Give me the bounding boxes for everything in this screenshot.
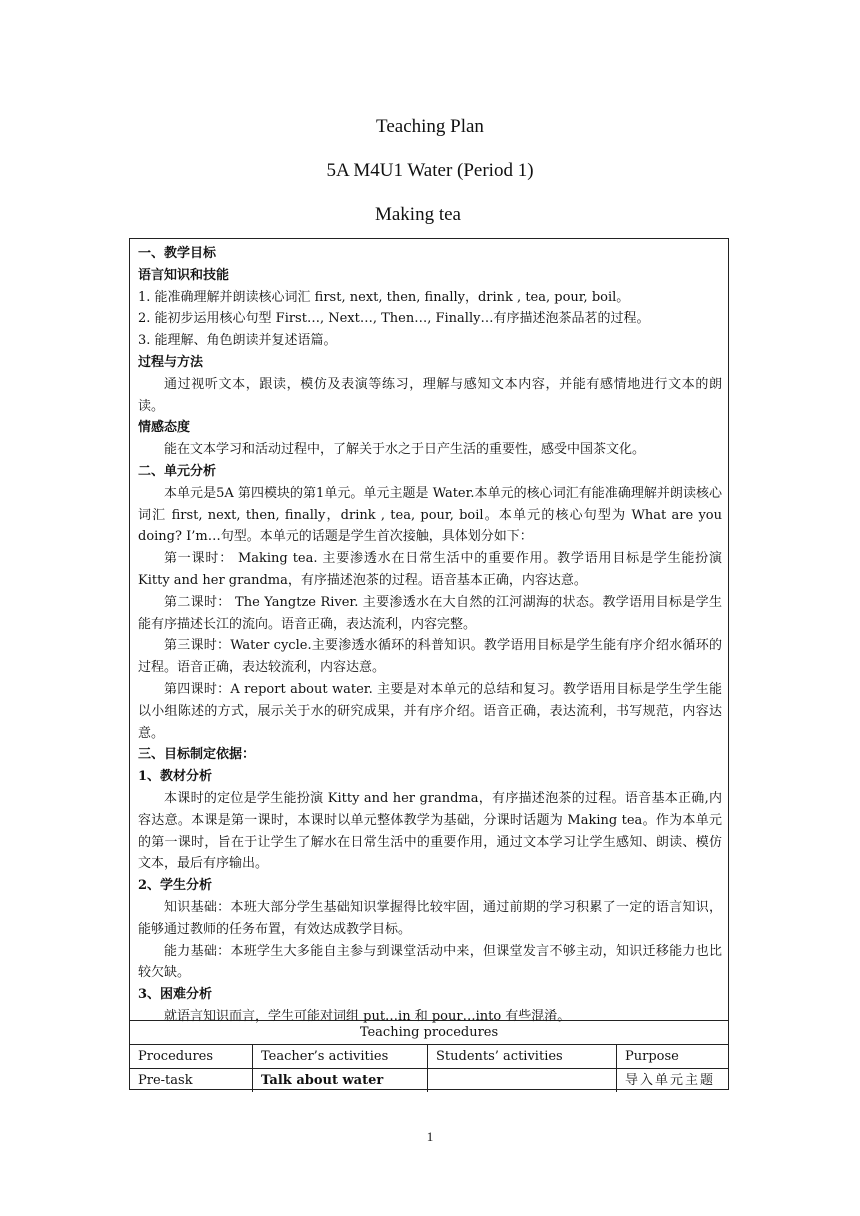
procedures-row [130,1068,728,1092]
paragraph: 第二课时： The Yangtze River. 主要渗透水在大自然的江河湖海的状态。教学语用目标是学生能有序描述长江的流向。语音正确，表达流利，内容完整。 [138,594,722,632]
paragraph: 第一课时： Making tea. 主要渗透水在日常生活中的重要作用。教学语用目标是学生能扮演 Kitty and her grandma，有序描述泡茶的过程。语音基本正确，内容达意。 [138,551,722,588]
section-heading: 过程与方法 [138,354,204,370]
header-purpose: Purpose [625,1049,679,1064]
section-heading: 情感态度 [138,420,191,436]
procedures-header-row [130,1044,728,1068]
paragraph: 能力基础：本班学生大多能自主参与到课堂活动中来，但课堂发言不够主动，知识迁移能力也比较欠缺。 [138,943,722,981]
plan-content [138,243,722,1028]
procedures-table [130,1020,728,1092]
topic-title: Making tea [374,204,461,225]
section-heading: 1、教材分析 [138,769,213,785]
page-number: 1 [426,1129,434,1144]
cell-procedure: Pre-task [130,1069,253,1092]
section-heading: 二、单元分析 [138,463,217,479]
cell-teacher-activity: Talk about water [253,1069,428,1092]
paragraph: 2. 能初步运用核心句型 First…, Next…, Then…, Finally…有序描述泡茶品茗的过程。 [138,311,650,327]
paragraph: 知识基础：本班大部分学生基础知识掌握得比较牢固，通过前期的学习积累了一定的语言知识，能够通过教师的任务布置，有效达成教学目标。 [138,899,722,937]
procedures-title: Teaching procedures [130,1020,728,1044]
paragraph: 第三课时：Water cycle.主要渗透水循环的科普知识。教学语用目标是学生能有序介绍水循环的过程。语音正确，表达较流利，内容达意。 [138,638,722,676]
header-students-activities: Students’ activities [428,1045,617,1068]
section-heading: 语言知识和技能 [138,267,230,283]
paragraph: 3. 能理解、角色朗读并复述语篇。 [138,333,337,349]
paragraph: 能在文本学习和活动过程中，了解关于水之于日产生活的重要性，感受中国茶文化。 [164,442,646,458]
header-teacher-activities: Teacher’s activities [253,1045,428,1068]
plan-table [129,238,729,1090]
section-heading: 3、困难分析 [138,987,213,1003]
lesson-title: 5A M4U1 Water (Period 1) [326,160,534,181]
paragraph: 本单元是5A 第四模块的第1单元。单元主题是 Water.本单元的核心词汇有能准确理解并朗读核心词汇 first, next, then, finally，drink , tea, pour, boil。本单元的核心句型为 What are you doing? I’m…句型。本单元的话题是学生首次接触，具体划分如下： [138,485,722,545]
cell-students-activity [428,1069,617,1092]
paragraph: 通过视听文本，跟读，模仿及表演等练习，理解与感知文本内容，并能有感情地进行文本的朗读。 [138,376,722,414]
section-heading: 2、学生分析 [138,878,213,894]
document-title: Teaching Plan [376,116,484,137]
paragraph: 第四课时：A report about water. 主要是对本单元的总结和复习。教学语用目标是学生学生能以小组陈述的方式，展示关于水的研究成果，并有序介绍。语音正确，表达流利，书写规范，内容达意。 [138,681,722,741]
paragraph: 就语言知识而言，学生可能对词组 put…in 和 pour…into 有些混淆。 [164,1008,571,1024]
paragraph: 本课时的定位是学生能扮演 Kitty and her grandma，有序描述泡茶的过程。语音基本正确,内容达意。本课是第一课时，本课时以单元整体教学为基础，分课时话题为 Making tea。作为本单元的第一课时，旨在于让学生了解水在日常生活中的重要作用，通过文本学习让学生感知、朗读、模仿文本，最后有序输出。 [138,790,722,872]
section-heading: 一、教学目标 [138,246,217,261]
header-procedures: Procedures [130,1045,253,1068]
cell-purpose: 导入单元主题 [625,1073,716,1088]
paragraph: 1. 能准确理解并朗读核心词汇 first, next, then, finally，drink , tea, pour, boil。 [138,289,630,305]
section-heading: 三、目标制定依据： [138,747,256,763]
